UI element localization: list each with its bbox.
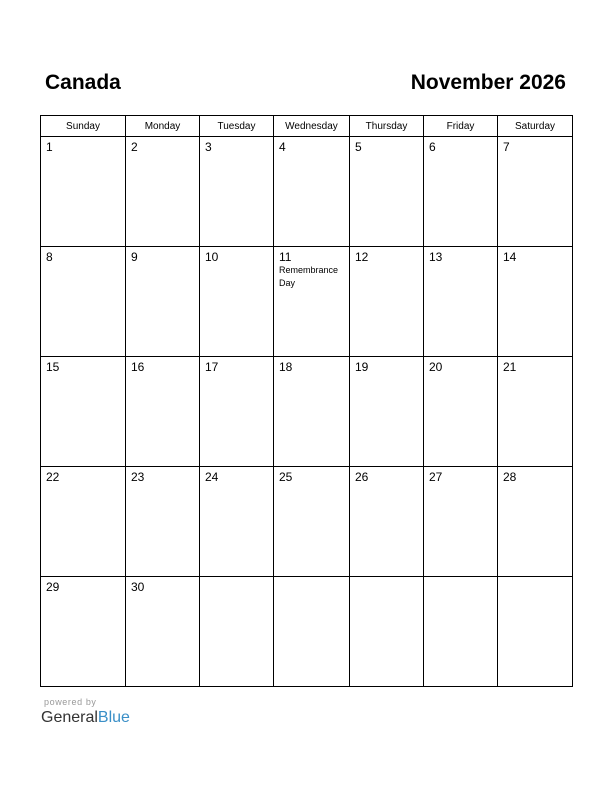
day-number: 18 — [279, 360, 293, 374]
week-row — [41, 247, 573, 357]
day-cell — [424, 467, 498, 577]
weekday-header: Wednesday — [274, 116, 350, 137]
day-cell — [498, 577, 573, 687]
week-row — [41, 577, 573, 687]
day-cell — [274, 137, 350, 247]
day-number: 26 — [355, 470, 369, 484]
day-cell — [350, 247, 424, 357]
day-number: 4 — [279, 140, 286, 154]
day-cell — [41, 467, 126, 577]
month-year-title: November 2026 — [410, 71, 566, 94]
weekday-header: Thursday — [350, 116, 424, 137]
day-cell — [126, 577, 200, 687]
day-number: 20 — [429, 360, 443, 374]
day-cell — [350, 137, 424, 247]
day-cell — [200, 247, 274, 357]
day-number: 14 — [503, 250, 517, 264]
day-number: 5 — [355, 140, 362, 154]
day-number: 10 — [205, 250, 219, 264]
day-number: 21 — [503, 360, 517, 374]
day-cell — [41, 137, 126, 247]
brand-part-blue: Blue — [97, 709, 130, 726]
day-cell — [350, 467, 424, 577]
day-cell — [274, 577, 350, 687]
day-number: 15 — [46, 360, 60, 374]
day-number: 25 — [279, 470, 293, 484]
day-number: 27 — [429, 470, 443, 484]
week-row — [41, 357, 573, 467]
day-cell — [126, 467, 200, 577]
weekday-header: Monday — [126, 116, 200, 137]
day-number: 2 — [131, 140, 138, 154]
day-number: 16 — [131, 360, 145, 374]
holiday-label: Remembrance Day — [279, 265, 339, 288]
day-number: 23 — [131, 470, 145, 484]
day-number: 8 — [46, 250, 53, 264]
calendar-grid — [40, 115, 573, 687]
day-number: 9 — [131, 250, 138, 264]
week-row — [41, 467, 573, 577]
day-cell — [200, 357, 274, 467]
day-cell — [274, 247, 350, 357]
day-number: 6 — [429, 140, 436, 154]
day-cell — [424, 357, 498, 467]
day-number: 11 — [279, 250, 292, 264]
day-number: 3 — [205, 140, 212, 154]
day-number: 12 — [355, 250, 369, 264]
day-number: 7 — [503, 140, 510, 154]
day-number: 24 — [205, 470, 219, 484]
day-cell — [424, 577, 498, 687]
day-cell — [200, 137, 274, 247]
day-cell — [200, 577, 274, 687]
weekday-header: Friday — [424, 116, 498, 137]
day-cell — [126, 357, 200, 467]
day-cell — [350, 357, 424, 467]
day-number: 29 — [46, 580, 60, 594]
day-number: 22 — [46, 470, 60, 484]
day-number: 13 — [429, 250, 443, 264]
day-cell — [126, 137, 200, 247]
day-cell — [498, 357, 573, 467]
weekday-header: Saturday — [498, 116, 573, 137]
day-cell — [424, 137, 498, 247]
day-number: 17 — [205, 360, 219, 374]
day-cell — [274, 357, 350, 467]
day-cell — [126, 247, 200, 357]
day-cell — [350, 577, 424, 687]
day-number: 28 — [503, 470, 517, 484]
day-number: 19 — [355, 360, 369, 374]
day-cell — [498, 467, 573, 577]
day-number: 30 — [131, 580, 145, 594]
day-cell — [498, 247, 573, 357]
day-cell — [41, 357, 126, 467]
generalblue-logo[interactable] — [41, 708, 130, 728]
day-cell — [200, 467, 274, 577]
week-row — [41, 137, 573, 247]
day-cell — [274, 467, 350, 577]
day-cell — [424, 247, 498, 357]
country-title: Canada — [45, 71, 121, 94]
brand-part-general: General — [41, 709, 98, 726]
weekday-header: Sunday — [41, 116, 126, 137]
powered-by-text: powered by — [44, 697, 97, 707]
day-number: 1 — [46, 140, 53, 154]
weekday-header: Tuesday — [200, 116, 274, 137]
day-cell — [41, 247, 126, 357]
weekday-header-row — [41, 116, 573, 137]
day-cell — [498, 137, 573, 247]
day-cell — [41, 577, 126, 687]
